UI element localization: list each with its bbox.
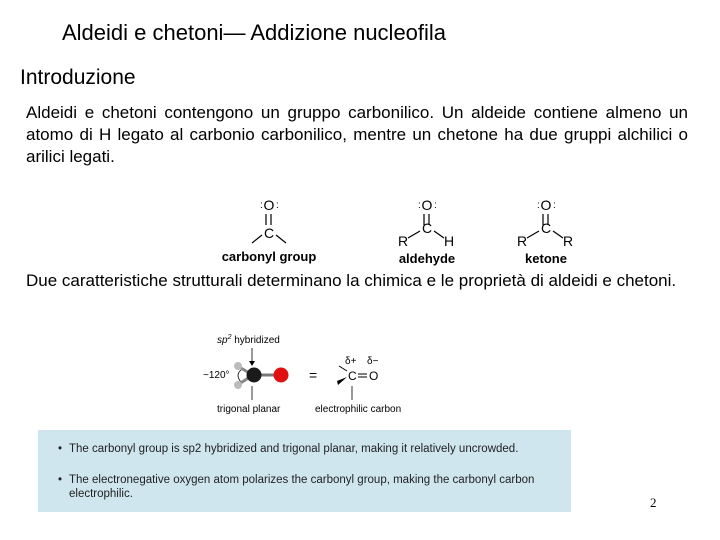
wedge-bond [337,377,347,385]
angle-arc [238,370,241,382]
page-number: 2 [650,495,657,510]
carbon-ball [247,368,262,383]
ketone-label: ketone [525,251,567,266]
bond-line [408,231,420,238]
carbonyl-structures [210,195,610,270]
r-group: R [562,233,574,249]
lone-pair-dots: : [276,200,279,211]
r-group: R [397,233,409,249]
aldehyde-label: aldehyde [398,251,456,266]
lone-pair-dots: : [434,200,437,211]
bullet: • [58,443,63,455]
intro-paragraph: Aldeidi e chetoni contengono un gruppo carbonilico. Un aldeide contiene almeno un atomo di H legato al carbonio carbonilico, mentre un chetone ha due gruppi alchilici o arilici legati. [26,103,688,166]
oxygen-atom: O [421,197,433,213]
callout-item-2: The electronegative oxygen atom polarizes the carbonyl group, making the carbonyl carbon electrophilic. [69,474,535,500]
substituent-atom [234,362,242,370]
oxygen-ball [274,368,289,383]
lone-pair-dots: : [537,200,540,211]
summary-callout [38,430,571,512]
bullet: • [58,474,63,486]
bond-line [434,231,444,238]
delta-minus-label: δ− [367,356,379,367]
equals-sign: = [309,367,318,383]
sp2-label: $sp^2$ hybridized [217,334,280,346]
carbonyl-group-structure [222,197,317,264]
carbonyl-polarization-figure [195,330,435,420]
callout-item-1: The carbonyl group is sp2 hybridized and trigonal planar, making it relatively uncrowded. [69,443,519,455]
trigonal-planar-label: trigonal planar [217,404,281,415]
carbon-atom: C [421,220,433,236]
delta-plus-label: δ+ [345,356,357,367]
lone-pair-dots: : [260,200,263,211]
substituent-atom [234,381,242,389]
bond-line [527,231,539,238]
arrowhead [249,361,255,366]
electrophilic-carbon-label: electrophilic carbon [315,404,402,415]
hydrogen-atom: H [443,233,455,249]
carbon-atom: C [348,369,357,383]
slide-title: Aldeidi e chetoni— Addizione nucleofila [62,20,447,45]
oxygen-atom: O [540,197,552,213]
carbon-atom: C [540,220,552,236]
bond-line [276,235,286,243]
carbonyl-group-label: carbonyl group [221,249,317,264]
oxygen-atom: O [369,369,379,383]
lone-pair-dots: : [553,200,556,211]
bond-line [252,235,262,243]
r-group: R [516,233,528,249]
carbon-atom: C [263,225,275,241]
ketone-structure [517,197,573,266]
bond-line [553,231,563,238]
aldehyde-structure [398,197,455,266]
slide-subtitle: Introduzione [20,66,136,89]
oxygen-atom: O [263,197,275,213]
structural-features-paragraph: Due caratteristiche strutturali determinano la chimica e le proprietà di aldeidi e chetoni. [26,271,677,290]
bond-angle-label: ~120° [203,370,230,381]
lone-pair-dots: : [418,200,421,211]
